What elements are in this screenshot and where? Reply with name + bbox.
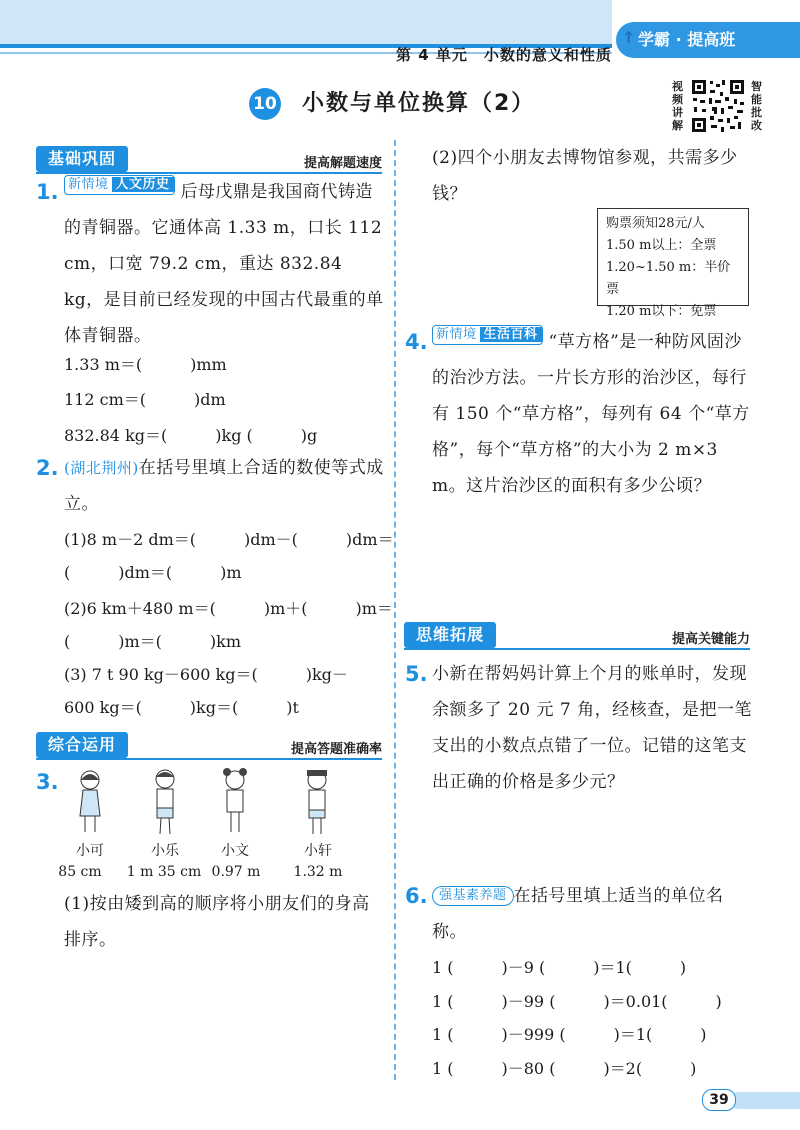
question-4-tag: 新情境 生活百科 [432,325,543,345]
kid-xiaoxuan-illustration [297,768,337,838]
section-basic-label: 基础巩固 [36,146,128,172]
unit-title: 第 4 单元 小数的意义和性质 [396,46,612,64]
kid-name-4: 小轩 [304,843,332,859]
question-6-text: 强基素养题 在括号里填上适当的单位名称。 [432,886,724,942]
section-extend-label: 思维拓展 [404,622,496,648]
question-2-line-1[interactable]: (1)8 m－2 dm＝( )dm－( )dm＝ [64,530,394,549]
section-extend-subtitle: 提高关键能力 [671,632,750,647]
page-number: 39 [702,1089,736,1111]
question-3-part-1: (1)按由矮到高的顺序将小朋友们的身高排序。 [64,894,370,950]
kid-name-2: 小乐 [151,843,179,859]
question-2-line-4[interactable]: ( )m＝( )km [64,632,242,651]
question-5-text: 小新在帮妈妈计算上个月的账单时，发现余额多了 20 元 7 角，经核查，是把一笔支出的小数点点错了一位。记错的这笔支出正确的价格是多少元？ [432,664,753,792]
qr-right-label: 智能批改 [751,80,762,132]
kid-name-1: 小可 [76,843,104,859]
column-divider [394,140,396,1080]
question-3-number: 3. [36,770,59,794]
ticket-notice-box [597,208,749,319]
question-2-source: (湖北荆州) [64,459,139,477]
question-6-tag: 强基素养题 [432,886,514,906]
question-3-part-2: (2)四个小朋友去博物馆参观，共需多少钱？ [432,148,738,204]
kid-height-4: 1.32 m [293,864,343,880]
section-applied-subtitle: 提高答题准确率 [290,742,382,757]
kid-xiaowen-illustration [215,768,255,838]
question-6-number: 6. [405,884,428,908]
kid-xiaole-illustration [145,768,185,838]
kid-height-3: 0.97 m [211,864,261,880]
question-2-line-2[interactable]: ( )dm＝( )m [64,563,242,582]
kid-height-2: 1 m 35 cm [126,864,202,880]
brand-label: 学霸 · 提高班 [638,30,736,49]
question-6-line-4[interactable]: 1 ( )－80 ( )＝2( ) [432,1059,697,1078]
kid-name-3: 小文 [221,843,249,859]
question-5-number: 5. [405,662,428,686]
question-1-tag: 新情境 人文历史 [64,175,175,195]
question-2-text: (湖北荆州)在括号里填上合适的数使等式成立。 [64,458,384,514]
question-1-number: 1. [36,180,59,204]
question-4-number: 4. [405,330,428,354]
question-4-text: 新情境 生活百科 “草方格”是一种防风固沙的治沙方法。一片长方形的治沙区，每行有 150 个“草方格”，每列有 64 个“草方格”，每个“草方格”的大小为 2 m×3 m。这片治沙区的面积有多少公顷？ [432,327,750,496]
question-2-line-5[interactable]: (3) 7 t 90 kg－600 kg＝( )kg－ [64,665,348,684]
notice-line-2: 1.50 m以上：全票 [606,238,717,253]
arrow-icon: ↑ [622,28,636,47]
lesson-title: 小数与单位换算（2） [302,91,536,116]
section-applied-header [36,732,382,758]
question-6-line-3[interactable]: 1 ( )－999 ( )＝1( ) [432,1025,707,1044]
section-basic-header [36,146,382,172]
qr-code-icon[interactable] [690,78,746,134]
page-number-band [730,1092,800,1109]
section-basic-subtitle: 提高解题速度 [303,156,382,171]
kid-height-1: 85 cm [58,864,102,880]
notice-line-4: 1.20 m以下：免票 [606,304,717,319]
section-applied-label: 综合运用 [36,732,128,758]
question-1-blank-2[interactable]: 112 cm＝( )dm [64,390,226,409]
brand-badge [616,22,800,58]
notice-line-1: 购票须知28元/人 [606,216,705,231]
question-2-number: 2. [36,456,59,480]
kid-xiaoke-illustration [70,768,110,838]
lesson-number-badge: 10 [249,88,281,120]
section-extend-header [404,622,750,648]
question-1-blank-3[interactable]: 832.84 kg＝( )kg ( )g [64,426,318,445]
qr-left-label: 视频讲解 [672,80,683,132]
question-1-blank-1[interactable]: 1.33 m＝( )mm [64,355,227,374]
question-2-line-3[interactable]: (2)6 km＋480 m＝( )m＋( )m＝ [64,599,393,618]
question-2-line-6[interactable]: 600 kg＝( )kg＝( )t [64,698,299,717]
notice-line-3: 1.20~1.50 m：半价票 [606,260,731,297]
question-6-line-2[interactable]: 1 ( )－99 ( )＝0.01( ) [432,992,722,1011]
question-6-line-1[interactable]: 1 ( )－9 ( )＝1( ) [432,958,687,977]
question-1-text: 新情境 人文历史 后母戊鼎是我国商代铸造的青铜器。它通体高 1.33 m，口长 112 cm，口宽 79.2 cm，重达 832.84 kg，是目前已经发现的中国古代最重的单体青铜器。 [64,177,384,346]
